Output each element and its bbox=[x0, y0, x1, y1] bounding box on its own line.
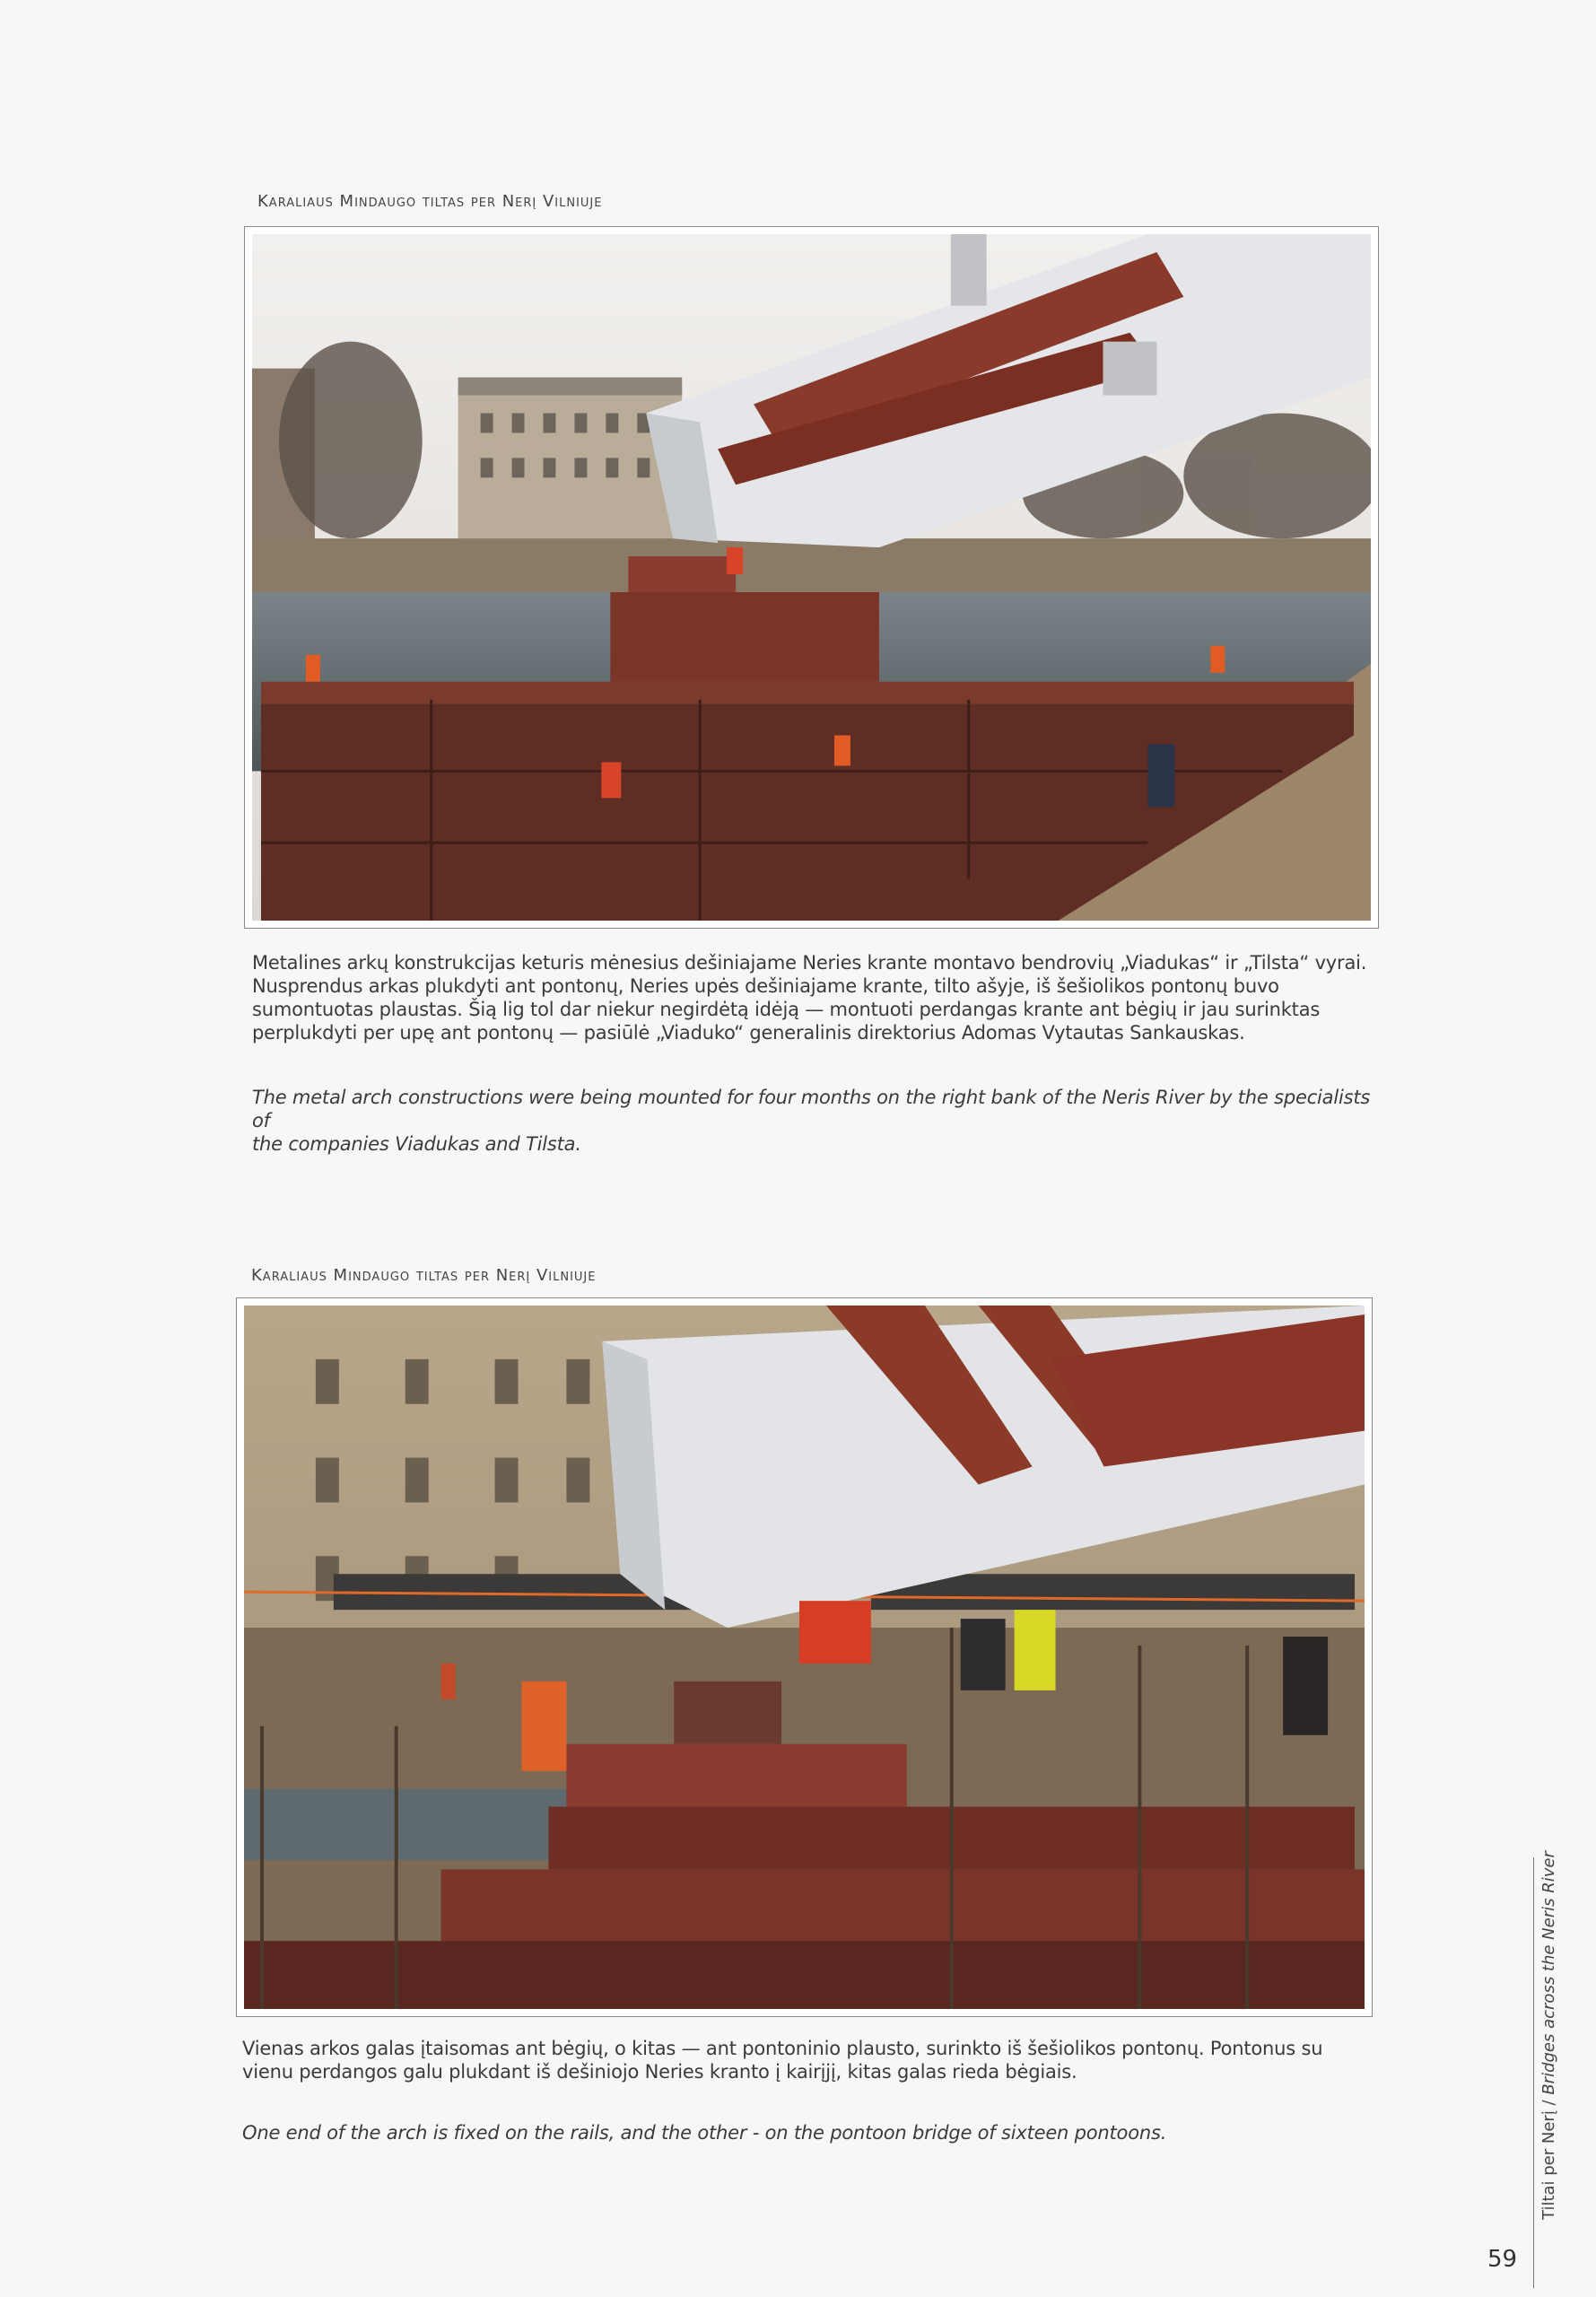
figure1-heading: Karaliaus Mindaugo tiltas per Nerį Vilniuje bbox=[257, 192, 603, 211]
sidebar-title-en: Bridges across the Neris River bbox=[1539, 1851, 1558, 2095]
caption-line: Metalines arkų konstrukcijas keturis mėnesius dešiniajame Neries krante montavo bendrovių „Viadukas“ ir „Tilsta“ vyrai. bbox=[252, 952, 1367, 974]
figure2-caption-en bbox=[242, 2121, 1391, 2144]
sidebar-title-lt: Tiltai per Nerį / bbox=[1539, 2094, 1558, 2220]
caption-line: Vienas arkos galas įtaisomas ant bėgių, o kitas — ant pontoninio plausto, surinkto iš šešiolikos pontonų. Pontonus su bbox=[242, 2038, 1323, 2059]
caption-line: the companies Viadukas and Tilsta. bbox=[252, 1133, 581, 1155]
caption-line: Nusprendus arkas plukdyti ant pontonų, Neries upės dešiniajame krante, tilto ašyje, iš šešiolikos pontonų buvo bbox=[252, 975, 1279, 997]
figure1-photo-frame bbox=[244, 226, 1379, 929]
page-number: 59 bbox=[1487, 2246, 1518, 2273]
figure2-photo bbox=[244, 1306, 1365, 2009]
figure2-heading: Karaliaus Mindaugo tiltas per Nerį Vilniuje bbox=[251, 1266, 597, 1285]
figure2-photo-frame bbox=[236, 1297, 1373, 2017]
sidebar-title bbox=[1539, 1851, 1558, 2220]
caption-line: One end of the arch is fixed on the rails, and the other - on the pontoon bridge of sixteen pontoons. bbox=[242, 2122, 1167, 2144]
caption-line: sumontuotas plaustas. Šią lig tol dar niekur negirdėtą idėją — montuoti perdangas krante ant bėgių ir jau surinktas bbox=[252, 999, 1321, 1020]
figure1-caption-lt bbox=[252, 951, 1391, 1044]
figure2-caption-lt bbox=[242, 2037, 1391, 2083]
caption-line: vienu perdangos galu plukdant iš dešiniojo Neries kranto į kairįjį, kitas galas rieda bėgiais. bbox=[242, 2061, 1077, 2083]
caption-line: perplukdyti per upę ant pontonų — pasiūlė „Viaduko“ generalinis direktorius Adomas Vytautas Sankauskas. bbox=[252, 1022, 1245, 1044]
figure1-photo bbox=[252, 234, 1371, 921]
sidebar-rule bbox=[1533, 1857, 1534, 2288]
caption-line: The metal arch constructions were being mounted for four months on the right bank of the Neris River by the specialists of bbox=[252, 1087, 1371, 1131]
figure1-caption-en bbox=[252, 1086, 1391, 1156]
